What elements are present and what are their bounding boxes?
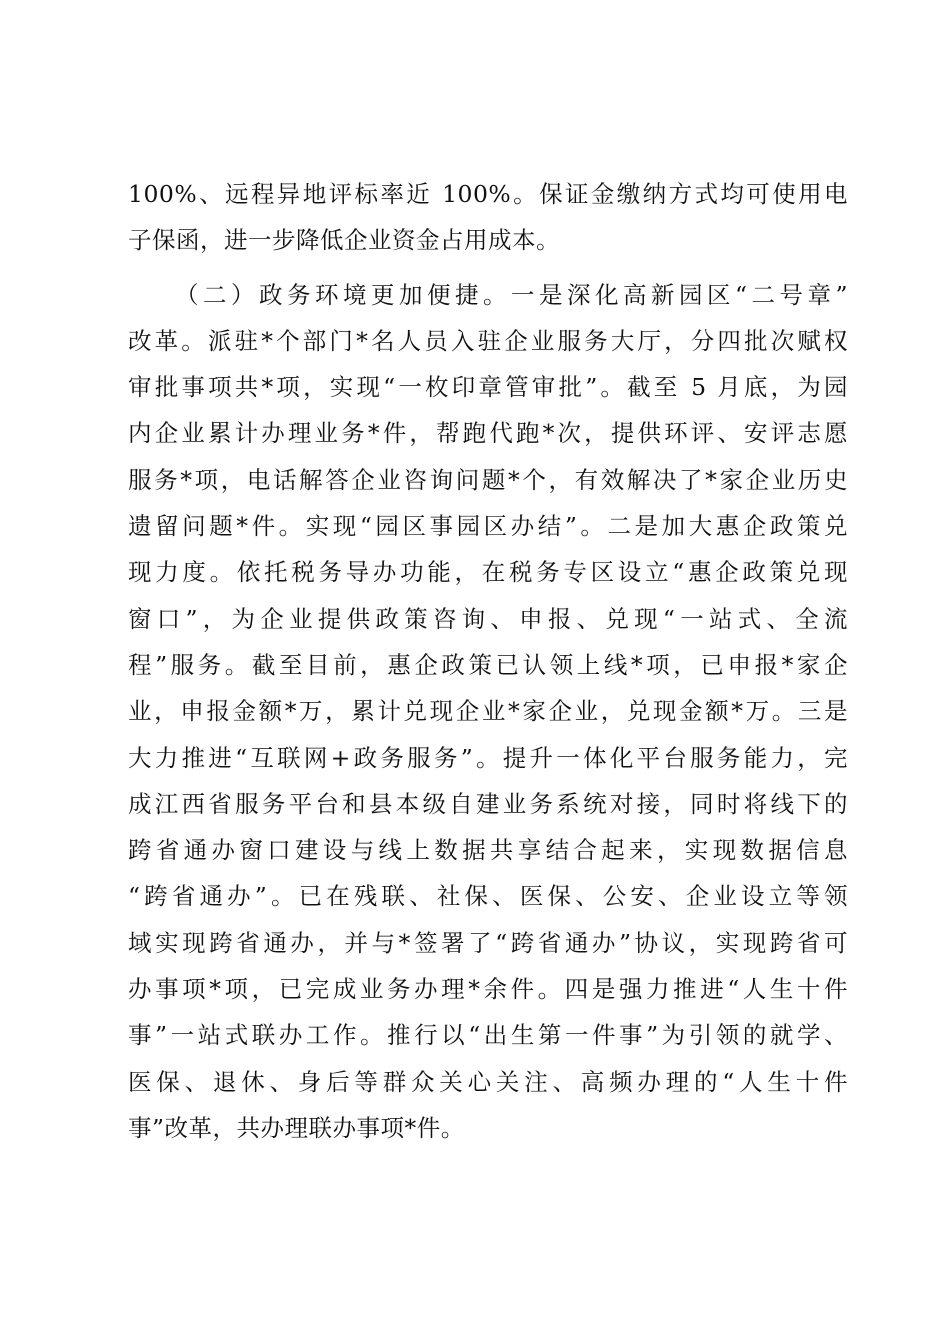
paragraph-line: 100%、远程异地评标率近 100%。保证金缴纳方式均可使用电 [128,180,848,208]
paragraph-line: 窗口”，为企业提供政策咨询、申报、兑现“一站式、全流 [128,604,848,633]
paragraph-line: 成江西省服务平台和县本级自建业务系统对接，同时将线下的 [128,789,848,818]
paragraph-line: 医保、退休、身后等群众关心关注、高频办理的“人生十件 [128,1067,848,1096]
document-body [128,171,848,1151]
paragraph-line: 业，申报金额*万，累计兑现企业*家企业，兑现金额*万。三是 [128,697,848,726]
paragraph-line: 内企业累计办理业务*件，帮跑代跑*次，提供环评、安评志愿 [128,419,848,448]
paragraph-line: 大力推进“互联网+政务服务”。提升一体化平台服务能力，完 [128,743,848,772]
paragraph-line: 遗留问题*件。实现“园区事园区办结”。二是加大惠企政策兑 [128,512,848,541]
paragraph-line: 子保函，进一步降低企业资金占用成本。 [128,226,560,255]
paragraph-line: （二）政务环境更加便捷。一是深化高新园区“二号章” [175,280,848,309]
paragraph-line: 程”服务。截至目前，惠企政策已认领上线*项，已申报*家企 [128,650,848,679]
paragraph-1 [128,171,848,264]
paragraph-line: 事”一站式联办工作。推行以“出生第一件事”为引领的就学、 [128,1021,848,1050]
paragraph-line: 办事项*项，已完成业务办理*余件。四是强力推进“人生十件 [128,975,848,1004]
paragraph-line: 域实现跨省通办，并与*签署了“跨省通办”协议，实现跨省可 [128,928,848,957]
paragraph-line: 审批事项共*项，实现“一枚印章管审批”。截至 5 月底，为园 [128,373,848,402]
paragraph-line: “跨省通办”。已在残联、社保、医保、公安、企业设立等领 [128,882,848,911]
paragraph-2 [128,272,848,1152]
paragraph-line: 改革。派驻*个部门*名人员入驻企业服务大厅，分四批次赋权 [128,326,848,355]
paragraph-line: 现力度。依托税务导办功能，在税务专区设立“惠企政策兑现 [128,558,848,587]
paragraph-line: 事”改革，共办理联办事项*件。 [128,1113,465,1142]
paragraph-line: 服务*项，电话解答企业咨询问题*个，有效解决了*家企业历史 [128,465,848,494]
paragraph-line: 跨省通办窗口建设与线上数据共享结合起来，实现数据信息 [128,836,848,865]
